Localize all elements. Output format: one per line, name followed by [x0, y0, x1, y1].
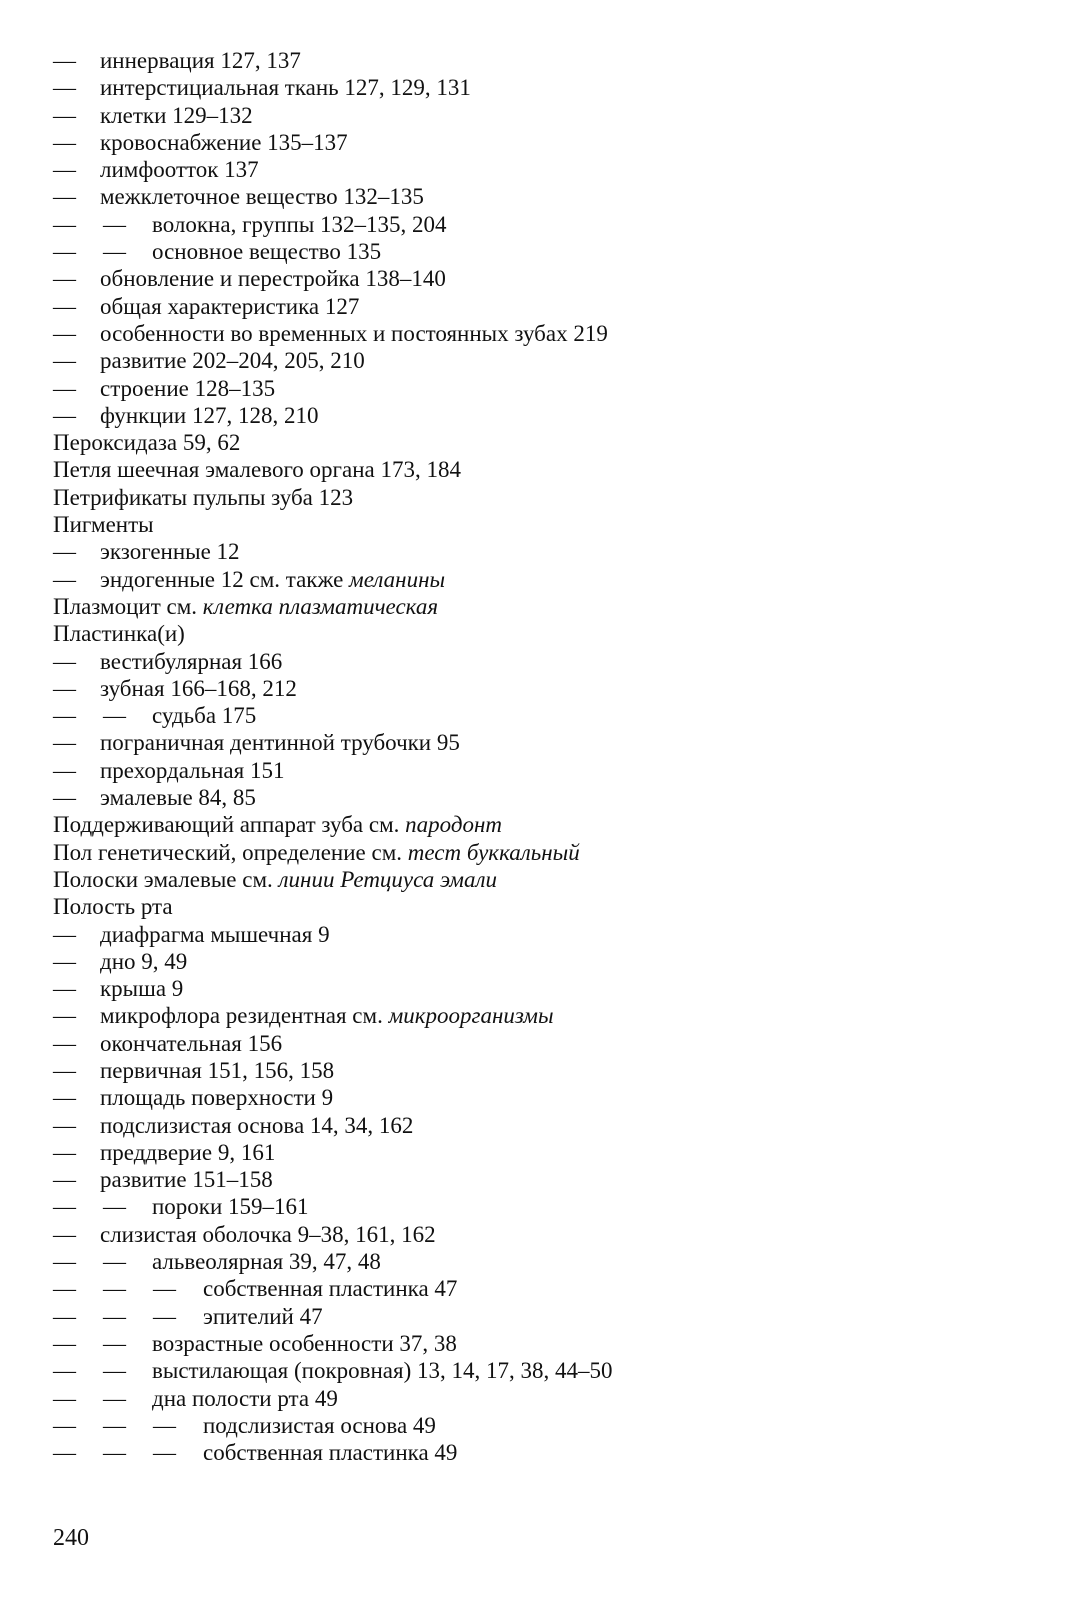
- index-entry-text: [53, 866, 497, 893]
- index-entry: [53, 921, 1013, 948]
- indent-dash: —: [53, 239, 76, 265]
- indent-dash: —: [53, 703, 76, 729]
- index-term: подслизистая основа 49: [203, 1412, 436, 1438]
- indent-dash: —: [53, 184, 76, 210]
- index-term: Пол генетический, определение см.: [53, 839, 408, 865]
- indent-dash: —: [103, 1358, 126, 1384]
- index-entry-text: [100, 1030, 282, 1057]
- index-entry: [53, 757, 1013, 784]
- index-term: собственная пластинка 49: [203, 1440, 458, 1466]
- indent-dash: —: [53, 320, 76, 346]
- index-term: развитие 202–204, 205, 210: [100, 348, 365, 374]
- cross-reference: пародонт: [405, 812, 503, 838]
- page-number: 240: [53, 1525, 89, 1551]
- indent-dash: —: [53, 948, 76, 974]
- cross-reference: линии Ретциуса эмали: [278, 866, 497, 892]
- index-entry-text: [152, 702, 256, 729]
- index-term: площадь поверхности 9: [100, 1085, 334, 1111]
- index-entry-text: [152, 1357, 613, 1384]
- index-entry-text: [100, 538, 240, 565]
- index-term: преддверие 9, 161: [100, 1139, 276, 1165]
- index-entry: [53, 648, 1013, 675]
- indent-dash: —: [53, 1057, 76, 1083]
- index-term: дна полости рта 49: [152, 1385, 338, 1411]
- index-term: Пероксидаза 59, 62: [53, 430, 241, 456]
- indent-dash: —: [53, 129, 76, 155]
- index-term: особенности во временных и постоянных зубах 219: [100, 320, 608, 346]
- index-term: общая характеристика 127: [100, 293, 360, 319]
- indent-dash: —: [153, 1440, 176, 1466]
- indent-dash: —: [53, 402, 76, 428]
- indent-dash: —: [103, 703, 126, 729]
- index-term: строение 128–135: [100, 375, 276, 401]
- index-entry-list: [53, 47, 1013, 1466]
- index-entry: [53, 1221, 1013, 1248]
- indent-dash: —: [103, 239, 126, 265]
- index-term: иннервация 127, 137: [100, 48, 301, 73]
- indent-dash: —: [103, 211, 126, 237]
- index-entry-text: [100, 921, 330, 948]
- index-term: кровоснабжение 135–137: [100, 129, 348, 155]
- indent-dash: —: [53, 1440, 76, 1466]
- index-term: межклеточное вещество 132–135: [100, 184, 424, 210]
- index-entry-text: [100, 1084, 333, 1111]
- index-entry: [53, 1303, 1013, 1330]
- cross-reference: клетка плазматическая: [202, 593, 439, 619]
- indent-dash: —: [53, 1330, 76, 1356]
- index-entry: [53, 1193, 1013, 1220]
- indent-dash: —: [53, 1385, 76, 1411]
- index-term: подслизистая основа 14, 34, 162: [100, 1112, 414, 1138]
- indent-dash: —: [103, 1194, 126, 1220]
- index-term: развитие 151–158: [100, 1167, 273, 1193]
- index-entry: [53, 1248, 1013, 1275]
- index-entry-text: [53, 811, 502, 838]
- index-entry-text: [100, 1166, 273, 1193]
- index-entry: [53, 1412, 1013, 1439]
- index-entry-text: [152, 1193, 309, 1220]
- index-term: основное вещество 135: [152, 239, 382, 265]
- indent-dash: —: [53, 293, 76, 319]
- index-term: Плазмоцит см.: [53, 593, 203, 619]
- indent-dash: —: [53, 266, 76, 292]
- indent-dash: —: [53, 785, 76, 811]
- index-entry: [53, 1439, 1013, 1466]
- index-entry-text: [53, 456, 461, 483]
- indent-dash: —: [53, 1221, 76, 1247]
- index-entry-text: [100, 729, 460, 756]
- index-entry: [53, 1330, 1013, 1357]
- index-term: экзогенные 12: [100, 539, 240, 565]
- index-entry-text: [53, 593, 438, 620]
- index-entry-text: [152, 211, 447, 238]
- index-term: зубная 166–168, 212: [100, 675, 297, 701]
- indent-dash: —: [103, 1440, 126, 1466]
- index-entry-text: [100, 1139, 275, 1166]
- index-term: функции 127, 128, 210: [100, 402, 319, 428]
- indent-dash: —: [53, 976, 76, 1002]
- index-term: волокна, группы 132–135, 204: [152, 211, 447, 237]
- index-term: клетки 129–132: [100, 102, 253, 128]
- index-entry-text: [100, 975, 183, 1002]
- indent-dash: —: [53, 375, 76, 401]
- index-entry: [53, 1084, 1013, 1111]
- index-entry-text: [100, 102, 253, 129]
- index-term: дно 9, 49: [100, 948, 188, 974]
- index-entry: [53, 238, 1013, 265]
- indent-dash: —: [53, 348, 76, 374]
- index-entry-text: [100, 1221, 436, 1248]
- indent-dash: —: [53, 921, 76, 947]
- indent-dash: —: [103, 1303, 126, 1329]
- indent-dash: —: [53, 1249, 76, 1275]
- indent-dash: —: [53, 1276, 76, 1302]
- index-entry-text: [100, 1057, 334, 1084]
- index-entry: [53, 948, 1013, 975]
- index-term: Петрификаты пульпы зуба 123: [53, 484, 354, 510]
- indent-dash: —: [53, 1412, 76, 1438]
- indent-dash: —: [53, 1085, 76, 1111]
- indent-dash: —: [103, 1249, 126, 1275]
- index-entry-text: [152, 1248, 381, 1275]
- index-entry: [53, 784, 1013, 811]
- index-entry: [53, 729, 1013, 756]
- index-entry: [53, 265, 1013, 292]
- index-entry-text: [100, 74, 471, 101]
- index-entry-text: [100, 156, 259, 183]
- index-entry: [53, 1357, 1013, 1384]
- index-term: интерстициальная ткань 127, 129, 131: [100, 75, 471, 101]
- index-entry-text: [53, 620, 185, 647]
- index-entry-text: [100, 293, 359, 320]
- indent-dash: —: [53, 1167, 76, 1193]
- indent-dash: —: [53, 1194, 76, 1220]
- index-entry: [53, 47, 1013, 74]
- index-entry: [53, 593, 1013, 620]
- index-term: эпителий 47: [203, 1303, 323, 1329]
- index-entry-text: [152, 1385, 338, 1412]
- index-entry-text: [53, 893, 173, 920]
- index-entry-text: [100, 402, 319, 429]
- index-term: прехордальная 151: [100, 757, 285, 783]
- index-entry: [53, 183, 1013, 210]
- cross-reference: меланины: [349, 566, 446, 592]
- indent-dash: —: [53, 211, 76, 237]
- index-entry-text: [53, 484, 353, 511]
- index-entry-text: [100, 566, 445, 593]
- index-entry: [53, 156, 1013, 183]
- index-entry-text: [152, 238, 381, 265]
- index-entry-text: [100, 129, 348, 156]
- index-entry-text: [100, 320, 608, 347]
- index-entry: [53, 402, 1013, 429]
- index-entry: [53, 1385, 1013, 1412]
- index-term: пороки 159–161: [152, 1194, 309, 1220]
- index-entry-text: [100, 648, 282, 675]
- index-term: Полость рта: [53, 894, 173, 920]
- index-term: диафрагма мышечная 9: [100, 921, 330, 947]
- index-entry-text: [100, 675, 297, 702]
- index-term: Полоски эмалевые см.: [53, 866, 279, 892]
- indent-dash: —: [53, 1030, 76, 1056]
- indent-dash: —: [53, 157, 76, 183]
- index-entry: [53, 211, 1013, 238]
- index-term: пограничная дентинной трубочки 95: [100, 730, 460, 756]
- index-entry: [53, 866, 1013, 893]
- index-term: окончательная 156: [100, 1030, 283, 1056]
- index-entry-text: [100, 347, 365, 374]
- index-entry: [53, 975, 1013, 1002]
- index-entry: [53, 839, 1013, 866]
- index-term: эмалевые 84, 85: [100, 785, 256, 811]
- index-term: крыша 9: [100, 976, 184, 1002]
- indent-dash: —: [153, 1412, 176, 1438]
- index-entry-text: [100, 784, 256, 811]
- index-entry: [53, 320, 1013, 347]
- index-entry-text: [100, 1112, 413, 1139]
- index-term: Пигменты: [53, 512, 154, 538]
- index-entry: [53, 538, 1013, 565]
- index-entry-text: [203, 1303, 323, 1330]
- index-entry-text: [203, 1412, 436, 1439]
- index-term: эндогенные 12 см. также: [100, 566, 350, 592]
- index-term: возрастные особенности 37, 38: [152, 1330, 457, 1356]
- index-entry: [53, 347, 1013, 374]
- indent-dash: —: [53, 1003, 76, 1029]
- index-entry: [53, 484, 1013, 511]
- index-entry: [53, 811, 1013, 838]
- index-entry-text: [203, 1439, 457, 1466]
- index-entry: [53, 702, 1013, 729]
- index-page: [53, 47, 1013, 1466]
- index-entry: [53, 1030, 1013, 1057]
- index-term: альвеолярная 39, 47, 48: [152, 1249, 381, 1275]
- index-entry: [53, 675, 1013, 702]
- indent-dash: —: [53, 1303, 76, 1329]
- index-entry-text: [53, 839, 580, 866]
- index-term: Пластинка(и): [53, 621, 185, 647]
- indent-dash: —: [103, 1412, 126, 1438]
- index-term: Поддерживающий аппарат зуба см.: [53, 812, 406, 838]
- index-entry: [53, 293, 1013, 320]
- indent-dash: —: [103, 1385, 126, 1411]
- index-entry: [53, 429, 1013, 456]
- index-term: Петля шеечная эмалевого органа 173, 184: [53, 457, 461, 483]
- indent-dash: —: [53, 648, 76, 674]
- index-entry-text: [100, 375, 275, 402]
- index-entry: [53, 1112, 1013, 1139]
- index-entry-text: [100, 47, 301, 74]
- indent-dash: —: [103, 1276, 126, 1302]
- index-term: лимфоотток 137: [100, 157, 259, 183]
- index-term: слизистая оболочка 9–38, 161, 162: [100, 1221, 436, 1247]
- index-term: микрофлора резидентная см.: [100, 1003, 389, 1029]
- index-entry-text: [203, 1275, 457, 1302]
- index-term: судьба 175: [152, 703, 257, 729]
- index-entry: [53, 893, 1013, 920]
- indent-dash: —: [53, 539, 76, 565]
- index-term: первичная 151, 156, 158: [100, 1057, 335, 1083]
- index-term: выстилающая (покровная) 13, 14, 17, 38, 44–50: [152, 1358, 613, 1384]
- index-entry-text: [53, 511, 154, 538]
- indent-dash: —: [103, 1330, 126, 1356]
- cross-reference: тест буккальный: [407, 839, 580, 865]
- index-entry-text: [100, 183, 424, 210]
- indent-dash: —: [53, 757, 76, 783]
- indent-dash: —: [53, 1139, 76, 1165]
- indent-dash: —: [53, 730, 76, 756]
- index-entry-text: [100, 1002, 554, 1029]
- indent-dash: —: [153, 1303, 176, 1329]
- index-entry: [53, 620, 1013, 647]
- indent-dash: —: [53, 1358, 76, 1384]
- index-entry: [53, 1057, 1013, 1084]
- index-entry-text: [152, 1330, 457, 1357]
- indent-dash: —: [53, 102, 76, 128]
- indent-dash: —: [53, 1112, 76, 1138]
- indent-dash: —: [53, 566, 76, 592]
- index-entry: [53, 74, 1013, 101]
- index-term: вестибулярная 166: [100, 648, 283, 674]
- index-term: собственная пластинка 47: [203, 1276, 458, 1302]
- index-entry: [53, 129, 1013, 156]
- index-entry: [53, 1139, 1013, 1166]
- index-entry: [53, 1002, 1013, 1029]
- cross-reference: микроорганизмы: [388, 1003, 554, 1029]
- index-entry: [53, 375, 1013, 402]
- index-entry: [53, 102, 1013, 129]
- index-entry: [53, 511, 1013, 538]
- index-term: обновление и перестройка 138–140: [100, 266, 446, 292]
- index-entry-text: [100, 757, 284, 784]
- index-entry: [53, 1166, 1013, 1193]
- index-entry: [53, 566, 1013, 593]
- index-entry: [53, 456, 1013, 483]
- indent-dash: —: [153, 1276, 176, 1302]
- indent-dash: —: [53, 48, 76, 73]
- index-entry-text: [100, 948, 187, 975]
- indent-dash: —: [53, 75, 76, 101]
- index-entry-text: [100, 265, 446, 292]
- index-entry-text: [53, 429, 240, 456]
- index-entry: [53, 1275, 1013, 1302]
- indent-dash: —: [53, 675, 76, 701]
